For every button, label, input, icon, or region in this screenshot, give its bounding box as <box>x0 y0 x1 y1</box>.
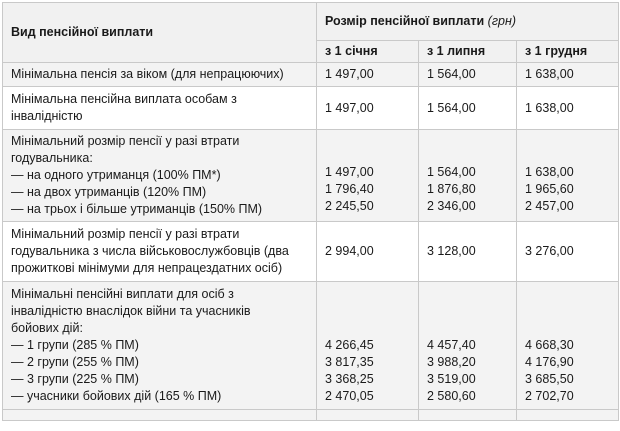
table-row-partial <box>3 410 619 421</box>
value-line: 1 638,00 <box>525 165 574 179</box>
row-label-line: — 2 групи (255 % ПМ) <box>11 355 139 369</box>
value-cell <box>317 282 419 410</box>
value-line: 4 668,30 <box>525 338 574 352</box>
row-label-line: — 1 групи (285 % ПМ) <box>11 338 139 352</box>
value-line: 4 266,45 <box>325 338 374 352</box>
value-line: 3 276,00 <box>525 244 574 258</box>
value-cell <box>419 130 517 222</box>
value-cell <box>419 222 517 282</box>
value-line: 2 457,00 <box>525 199 574 213</box>
row-label-cell <box>3 87 317 130</box>
value-line: 1 497,00 <box>325 165 374 179</box>
header-type-label: Вид пенсійної виплати <box>11 25 154 39</box>
table-row <box>3 222 619 282</box>
value-line: 2 245,50 <box>325 199 374 213</box>
value-cell <box>517 63 619 87</box>
row-label-line: інвалідністю внаслідок війни та учасників <box>11 304 251 318</box>
row-label-line: — на трьох і більше утриманців (150% ПМ) <box>11 202 263 216</box>
row-label-line: — 3 групи (225 % ПМ) <box>11 372 139 386</box>
partial-cell <box>317 410 419 421</box>
header-date-jul: з 1 липня <box>419 41 517 63</box>
row-label-cell <box>3 130 317 222</box>
value-line: 2 580,60 <box>427 389 476 403</box>
row-label-line: прожиткові мінімуми для непрацездатних осіб) <box>11 261 283 275</box>
value-line: 2 346,00 <box>427 199 476 213</box>
value-cell <box>317 63 419 87</box>
row-label-line: — учасники бойових дій (165 % ПМ) <box>11 389 222 403</box>
row-label-line: бойових дій: <box>11 321 83 335</box>
value-line: 1 497,00 <box>325 100 374 115</box>
row-label-line: годувальника з числа військовослужбовців (два <box>11 244 289 258</box>
row-label-line: — на одного утриманця (100% ПМ*) <box>11 168 221 182</box>
value-line: 3 988,20 <box>427 355 476 369</box>
pension-table <box>2 2 619 421</box>
value-cell <box>317 87 419 130</box>
table-row <box>3 130 619 222</box>
value-line: 2 470,05 <box>325 389 374 403</box>
value-line: 1 638,00 <box>525 100 574 115</box>
partial-cell <box>517 410 619 421</box>
value-line: 4 457,40 <box>427 338 476 352</box>
value-line: 4 176,90 <box>525 355 574 369</box>
value-line: 1 497,00 <box>325 67 374 81</box>
value-line: 2 702,70 <box>525 389 574 403</box>
value-line: 2 994,00 <box>325 244 374 258</box>
value-line: 3 128,00 <box>427 244 476 258</box>
value-line: 1 638,00 <box>525 67 574 81</box>
header-amount-cell <box>317 3 619 41</box>
partial-cell <box>3 410 317 421</box>
row-label-cell <box>3 222 317 282</box>
value-line: 1 876,80 <box>427 182 476 196</box>
value-cell <box>317 222 419 282</box>
row-label-cell <box>3 282 317 410</box>
value-line: 1 564,00 <box>427 100 476 115</box>
table-row <box>3 282 619 410</box>
value-cell <box>517 282 619 410</box>
value-line: 1 564,00 <box>427 165 476 179</box>
header-date-jan: з 1 січня <box>317 41 419 63</box>
row-label-line: Мінімальні пенсійні виплати для осіб з <box>11 287 234 301</box>
partial-cell <box>419 410 517 421</box>
value-line: 1 965,60 <box>525 182 574 196</box>
value-cell <box>419 282 517 410</box>
value-line: 1 796,40 <box>325 182 374 196</box>
value-line: 1 564,00 <box>427 67 476 81</box>
value-line: 3 817,35 <box>325 355 374 369</box>
row-label-line: Мінімальний розмір пенсії у разі втрати <box>11 134 240 148</box>
value-cell <box>517 222 619 282</box>
row-label-line: — на двох утриманців (120% ПМ) <box>11 185 207 199</box>
header-type-cell <box>3 3 317 63</box>
row-label-line: Мінімальна пенсійна виплата особам з <box>11 92 237 106</box>
row-label-line: інвалідністю <box>11 109 83 123</box>
value-cell <box>317 130 419 222</box>
value-line: 3 685,50 <box>525 372 574 386</box>
header-amount-unit: (грн) <box>487 14 516 28</box>
value-cell <box>419 63 517 87</box>
row-label-cell <box>3 63 317 87</box>
row-label-line: Мінімальний розмір пенсії у разі втрати <box>11 227 240 241</box>
value-cell <box>517 87 619 130</box>
value-cell <box>517 130 619 222</box>
table-row <box>3 63 619 87</box>
value-cell <box>419 87 517 130</box>
row-label-line: Мінімальна пенсія за віком (для непрацюючих) <box>11 67 284 81</box>
row-label-line: годувальника: <box>11 151 93 165</box>
table-body <box>3 63 619 421</box>
table-row <box>3 87 619 130</box>
header-date-dec: з 1 грудня <box>517 41 619 63</box>
value-line: 3 368,25 <box>325 372 374 386</box>
header-amount-label: Розмір пенсійної виплати <box>325 14 485 28</box>
value-line: 3 519,00 <box>427 372 476 386</box>
